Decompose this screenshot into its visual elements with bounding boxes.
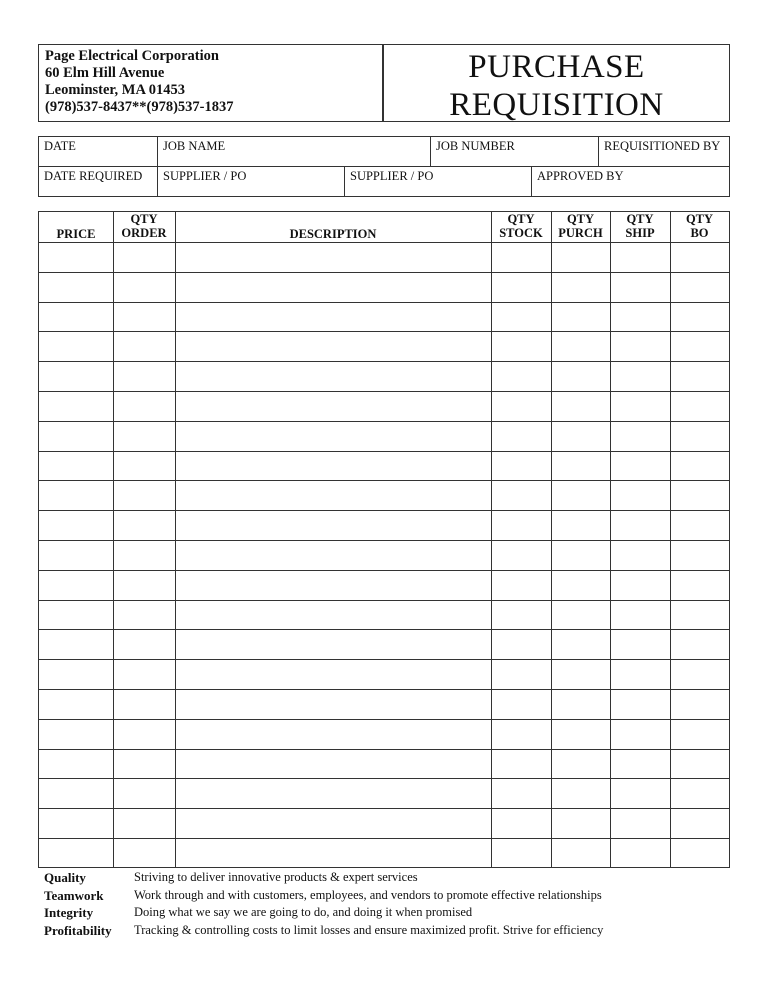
- description-header: DESCRIPTION: [289, 227, 377, 241]
- table-row[interactable]: [39, 272, 729, 302]
- table-row[interactable]: [39, 838, 729, 868]
- approved-by-label: APPROVED BY: [537, 169, 624, 183]
- table-row[interactable]: [39, 480, 729, 510]
- approved-by-field[interactable]: [532, 166, 729, 196]
- table-row[interactable]: [39, 659, 729, 689]
- title-line-2: REQUISITION: [449, 87, 664, 123]
- job-number-field[interactable]: [431, 137, 599, 167]
- job-name-label: JOB NAME: [163, 139, 226, 153]
- qty-order-header: QTY ORDER: [121, 212, 167, 240]
- table-row[interactable]: [39, 570, 729, 600]
- company-phone: (978)537-8437**(978)537-1837: [45, 99, 234, 115]
- date-required-field[interactable]: [39, 166, 158, 196]
- qty-purch-header: QTY PURCH: [558, 212, 603, 240]
- table-row[interactable]: [39, 331, 729, 361]
- table-row[interactable]: [39, 510, 729, 540]
- table-row[interactable]: [39, 808, 729, 838]
- supplier-po-label-2: SUPPLIER / PO: [350, 169, 434, 183]
- requisitioned-by-field[interactable]: [599, 137, 729, 167]
- company-city: Leominster, MA 01453: [45, 82, 186, 98]
- value-description: Work through and with customers, employees, and vendors to promote effective relationships: [134, 887, 602, 902]
- table-row[interactable]: [39, 302, 729, 332]
- job-name-field[interactable]: [158, 137, 431, 167]
- qty-ship-header: QTY SHIP: [625, 212, 655, 240]
- date-field[interactable]: [39, 137, 158, 167]
- value-name: Teamwork: [44, 887, 104, 903]
- date-required-label: DATE REQUIRED: [44, 169, 143, 183]
- supplier-po-field-2[interactable]: [345, 166, 532, 196]
- value-name: Integrity: [44, 905, 94, 920]
- requisitioned-by-label: REQUISITIONED BY: [604, 139, 721, 153]
- company-info: [38, 44, 383, 122]
- table-row[interactable]: [39, 749, 729, 779]
- supplier-po-field-1[interactable]: [158, 166, 345, 196]
- table-row[interactable]: [39, 689, 729, 719]
- supplier-po-label-1: SUPPLIER / PO: [163, 169, 247, 183]
- table-row[interactable]: [39, 451, 729, 481]
- value-description: Tracking & controlling costs to limit losses and ensure maximized profit. Strive for efficiency: [134, 922, 604, 937]
- value-name: Quality: [44, 870, 86, 885]
- requisition-info: [38, 136, 730, 197]
- table-row[interactable]: [39, 600, 729, 630]
- value-name: Profitability: [44, 922, 112, 938]
- title-line-1: PURCHASE: [468, 49, 645, 85]
- table-row[interactable]: [39, 629, 729, 659]
- table-row[interactable]: [39, 391, 729, 421]
- form-title: [383, 44, 730, 122]
- table-row[interactable]: [39, 361, 729, 391]
- job-number-label: JOB NUMBER: [436, 139, 515, 153]
- table-row[interactable]: [39, 421, 729, 451]
- date-label: DATE: [44, 139, 76, 153]
- table-row[interactable]: [39, 778, 729, 808]
- table-row[interactable]: [39, 719, 729, 749]
- items-table: [38, 211, 730, 868]
- qty-stock-header: QTY STOCK: [499, 212, 543, 240]
- value-description: Doing what we say we are going to do, and doing it when promised: [134, 905, 473, 919]
- price-header: PRICE: [56, 227, 96, 241]
- company-address: 60 Elm Hill Avenue: [45, 65, 165, 81]
- value-description: Striving to deliver innovative products & expert services: [134, 870, 418, 884]
- company-name: Page Electrical Corporation: [45, 48, 219, 64]
- qty-bo-header: QTY BO: [685, 212, 714, 240]
- table-row[interactable]: [39, 242, 729, 272]
- table-row[interactable]: [39, 540, 729, 570]
